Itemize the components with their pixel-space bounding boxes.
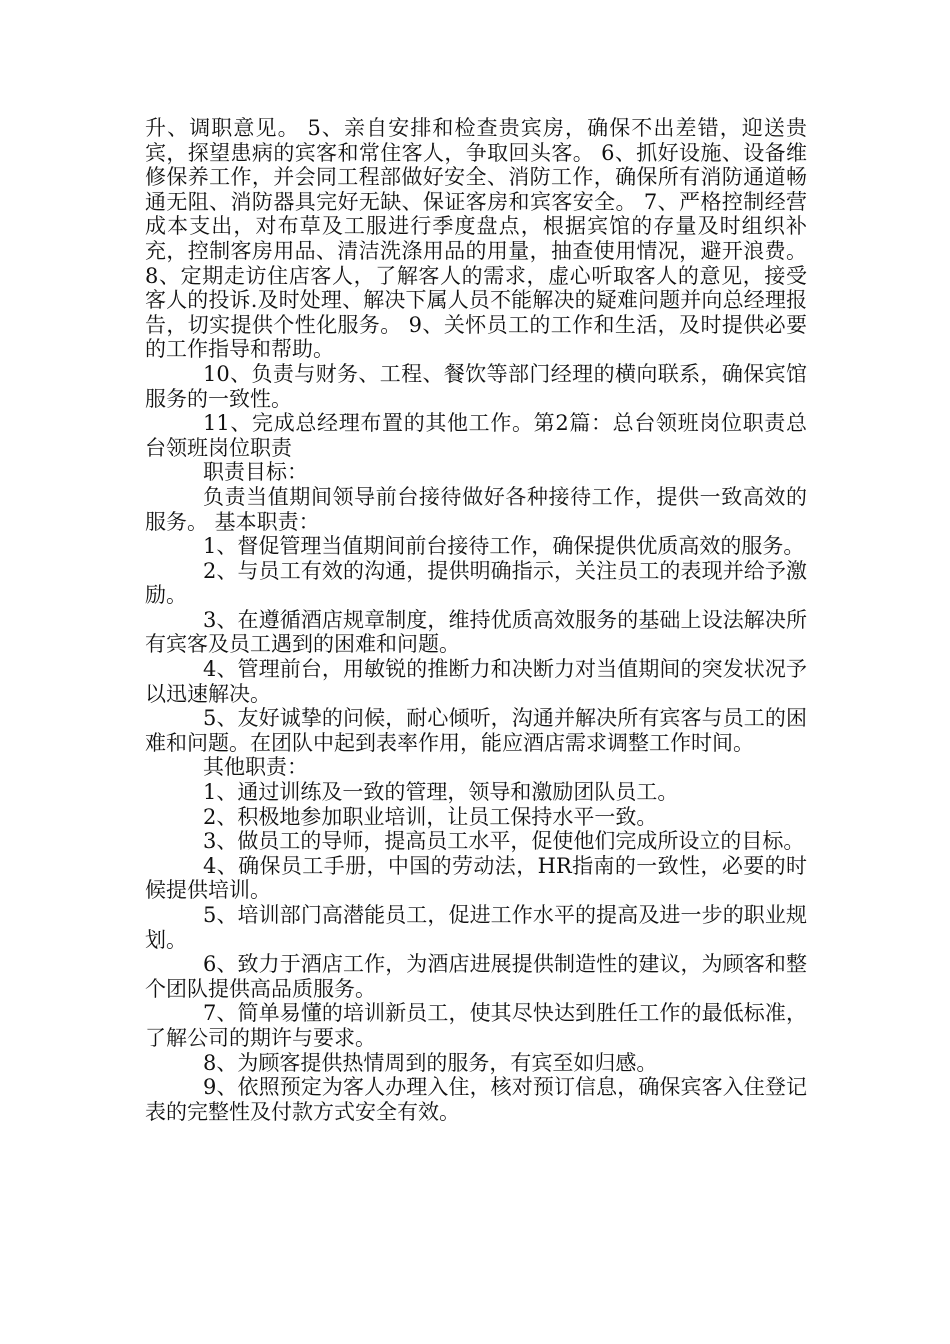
other-duty-2: 2、积极地参加职业培训，让员工保持水平一致。	[203, 804, 658, 829]
other-duty-8: 8、为顾客提供热情周到的服务，有宾至如归感。	[203, 1050, 658, 1075]
heading-duty-goal: 职责目标：	[203, 460, 308, 485]
basic-duty-5: 5、友好诚挚的问候，耐心倾听，沟通并解决所有宾客与员工的困难和问题。在团队中起到表率作用，能应酒店需求调整工作时间。	[145, 706, 807, 755]
basic-duty-2: 2、与员工有效的沟通，提供明确指示，关注员工的表现并给予激励。	[145, 558, 807, 608]
other-duty-9: 9、依照预定为客人办理入住，核对预订信息，确保宾客入住登记表的完整性及付款方式安全有效。	[145, 1075, 807, 1124]
basic-duty-3: 3、在遵循酒店规章制度，维持优质高效服务的基础上设法解决所有宾客及员工遇到的困难和问题。	[145, 607, 807, 657]
heading-other-duties: 其他职责：	[203, 755, 308, 780]
paragraph-duties-continued: 升、调职意见。 5、亲自安排和检查贵宾房，确保不出差错，迎送贵宾，探望患病的宾客和常住客人，争取回头客。 6、抓好设施、设备维修保养工作，并会同工程部做好安全、消防工作，确保所有消防通道畅通无阻、消防器具完好无缺、保证客房和宾客安全。 7、严格控制经营成本支出，对布草及工服进行季度盘点，根据宾馆的存量及时组织补充，控制客房用品、清洁洗涤用品的用量，抽查使用情况，避开浪费。 8、定期走访住店客人，了解客人的需求，虚心听取客人的意见，接受客人的投诉.及时处理、解决下属人员不能解决的疑难问题并向总经理报告，切实提供个性化服务。 9、关怀员工的工作和生活，及时提供必要的工作指导和帮助。	[145, 116, 807, 362]
other-duty-7: 7、简单易懂的培训新员工，使其尽快达到胜任工作的最低标准，了解公司的期许与要求。	[145, 1001, 807, 1050]
other-duty-4: 4、确保员工手册，中国的劳动法，HR指南的一致性，必要的时候提供培训。	[145, 853, 807, 903]
other-duty-1: 1、通过训练及一致的管理，领导和激励团队员工。	[203, 780, 679, 805]
paragraph-item-11-and-section-title: 11、完成总经理布置的其他工作。第2篇：总台领班岗位职责总台领班岗位职责	[145, 411, 807, 460]
basic-duty-1: 1、督促管理当值期间前台接待工作，确保提供优质高效的服务。	[203, 534, 805, 559]
basic-duty-4: 4、管理前台，用敏锐的推断力和决断力对当值期间的突发状况予以迅速解决。	[145, 657, 807, 706]
other-duty-6: 6、致力于酒店工作，为酒店进展提供制造性的建议，为顾客和整个团队提供高品质服务。	[145, 952, 807, 1001]
other-duty-3: 3、做员工的导师，提高员工水平，促使他们完成所设立的目标。	[203, 829, 805, 854]
other-duty-5: 5、培训部门高潜能员工，促进工作水平的提高及进一步的职业规划。	[145, 903, 807, 952]
paragraph-item-10: 10、负责与财务、工程、餐饮等部门经理的横向联系，确保宾馆服务的一致性。	[145, 361, 807, 411]
document-body	[145, 116, 807, 1124]
paragraph-duty-goal: 负责当值期间领导前台接待做好各种接待工作，提供一致高效的服务。 基本职责：	[145, 484, 807, 534]
